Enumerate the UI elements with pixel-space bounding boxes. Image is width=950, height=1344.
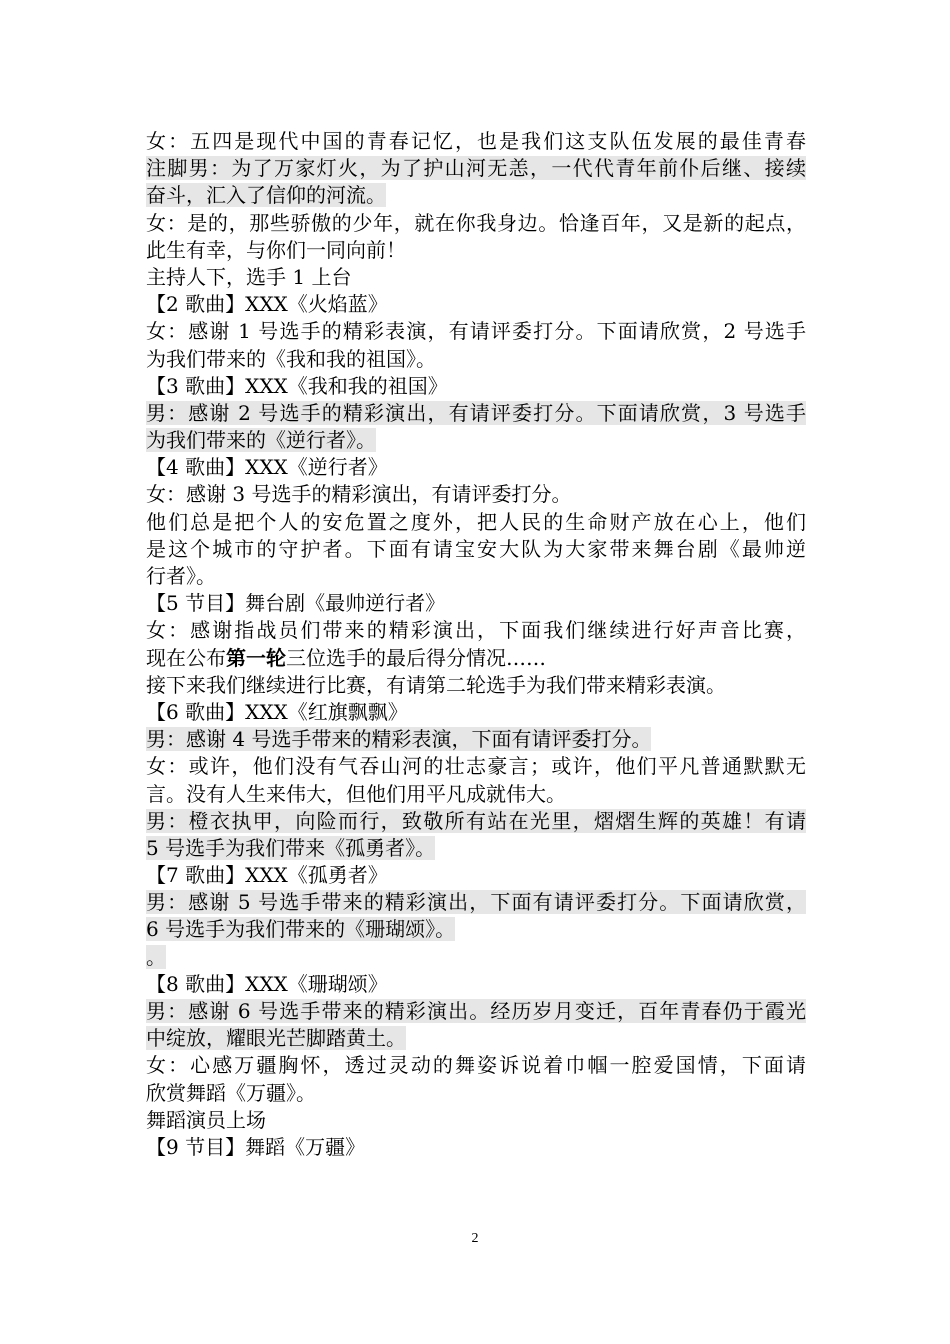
text-line-content: 6 号选手为我们带来的《珊瑚颂》。 xyxy=(146,917,456,942)
text-line xyxy=(146,1052,806,1079)
text-line-content: 欣赏舞蹈《万疆》。 xyxy=(146,1080,316,1105)
text-line xyxy=(146,291,806,318)
text-line xyxy=(146,182,806,209)
text-segment: 现在公布 xyxy=(146,645,226,670)
text-line-content: 女：感谢 3 号选手的精彩演出，有请评委打分。 xyxy=(146,482,572,507)
text-line xyxy=(146,944,806,971)
text-line xyxy=(146,889,806,916)
text-line xyxy=(146,400,806,427)
page-number: 2 xyxy=(471,1231,479,1246)
text-line-content: 为我们带来的《逆行者》。 xyxy=(146,428,376,453)
text-line-content: 言。没有人生来伟大，但他们用平凡成就伟大。 xyxy=(146,781,566,806)
text-line-content: 奋斗，汇入了信仰的河流。 xyxy=(146,183,386,208)
text-line xyxy=(146,128,806,155)
text-line xyxy=(146,590,806,617)
text-line xyxy=(146,1107,806,1134)
text-line-content: 是这个城市的守护者。下面有请宝安大队为大家带来舞台剧《最帅逆 xyxy=(146,536,806,561)
text-line-content: 接下来我们继续进行比赛，有请第二轮选手为我们带来精彩表演。 xyxy=(146,672,726,697)
text-line xyxy=(146,617,806,644)
text-line-content: 【5 节目】舞台剧《最帅逆行者》 xyxy=(146,591,446,616)
text-line xyxy=(146,1080,806,1107)
text-line-content: 。 xyxy=(146,944,166,969)
text-line xyxy=(146,318,806,345)
text-line-content: 【9 节目】舞蹈《万疆》 xyxy=(146,1134,366,1159)
text-line xyxy=(146,563,806,590)
text-line-content: 注脚男：为了万家灯火，为了护山河无恙，一代代青年前仆后继、接续 xyxy=(146,156,806,181)
text-line-content: 男：感谢 2 号选手的精彩演出，有请评委打分。下面请欣赏，3 号选手 xyxy=(146,400,806,425)
text-line xyxy=(146,645,806,672)
text-line xyxy=(146,916,806,943)
text-line-content: 女：感谢 1 号选手的精彩表演，有请评委打分。下面请欣赏，2 号选手 xyxy=(146,319,806,344)
text-line xyxy=(146,998,806,1025)
text-line-content: 中绽放，耀眼光芒脚踏黄土。 xyxy=(146,1026,406,1051)
text-line xyxy=(146,753,806,780)
text-line-content: 男：感谢 4 号选手带来的精彩表演，下面有请评委打分。 xyxy=(146,727,652,752)
text-line xyxy=(146,726,806,753)
text-line xyxy=(146,210,806,237)
text-line-content: 【8 歌曲】XXX《珊瑚颂》 xyxy=(146,971,388,996)
text-line-content: 女：心感万疆胸怀，透过灵动的舞姿诉说着巾帼一腔爱国情，下面请 xyxy=(146,1053,806,1078)
text-line xyxy=(146,155,806,182)
text-line xyxy=(146,672,806,699)
text-line-content: 为我们带来的《我和我的祖国》。 xyxy=(146,346,436,371)
text-line xyxy=(146,454,806,481)
text-line-content: 男：感谢 6 号选手带来的精彩演出。经历岁月变迁，百年青春仍于霞光 xyxy=(146,999,806,1023)
text-line-content: 【2 歌曲】XXX《火焰蓝》 xyxy=(146,292,388,317)
text-line-content: 此生有幸，与你们一同向前！ xyxy=(146,237,406,262)
text-line xyxy=(146,427,806,454)
text-line-content: 行者》。 xyxy=(146,564,216,588)
document-body xyxy=(146,128,806,1161)
text-line xyxy=(146,481,806,508)
text-line-content: 男：橙衣执甲，向险而行，致敬所有站在光里，熠熠生辉的英雄！有请 xyxy=(146,808,806,833)
text-line xyxy=(146,264,806,291)
text-line-content: 【3 歌曲】XXX《我和我的祖国》 xyxy=(146,373,448,398)
text-line xyxy=(146,237,806,264)
text-segment: 三位选手的最后得分情况…… xyxy=(286,645,546,670)
text-line-content: 男：感谢 5 号选手带来的精彩演出，下面有请评委打分。下面请欣赏， xyxy=(146,890,806,915)
text-line xyxy=(146,808,806,835)
text-line-content: 女：感谢指战员们带来的精彩演出，下面我们继续进行好声音比赛， xyxy=(146,618,806,643)
text-line xyxy=(146,1134,806,1161)
text-line-content: 女：或许，他们没有气吞山河的壮志豪言；或许，他们平凡普通默默无 xyxy=(146,754,806,779)
text-line xyxy=(146,862,806,889)
text-line xyxy=(146,509,806,536)
text-line-content: 他们总是把个人的安危置之度外，把人民的生命财产放在心上，他们 xyxy=(146,509,806,534)
text-line xyxy=(146,536,806,563)
text-line-content: 女：是的，那些骄傲的少年，就在你我身边。恰逢百年，又是新的起点， xyxy=(146,210,806,235)
text-line xyxy=(146,971,806,998)
text-line xyxy=(146,781,806,808)
text-line-content: 【6 歌曲】XXX《红旗飘飘》 xyxy=(146,699,408,724)
text-line-content: 女：五四是现代中国的青春记忆，也是我们这支队伍发展的最佳青春 xyxy=(146,129,806,153)
text-line-content xyxy=(146,646,546,670)
text-line-content: 5 号选手为我们带来《孤勇者》。 xyxy=(146,835,436,860)
text-line-content: 主持人下，选手 1 上台 xyxy=(146,264,352,289)
text-line xyxy=(146,835,806,862)
text-line xyxy=(146,346,806,373)
text-line xyxy=(146,1025,806,1052)
text-line xyxy=(146,699,806,726)
text-line xyxy=(146,373,806,400)
text-line-content: 【7 歌曲】XXX《孤勇者》 xyxy=(146,863,388,888)
text-line-content: 舞蹈演员上场 xyxy=(146,1107,266,1132)
text-line-content: 【4 歌曲】XXX《逆行者》 xyxy=(146,455,388,480)
bold-text-segment: 第一轮 xyxy=(226,645,286,670)
